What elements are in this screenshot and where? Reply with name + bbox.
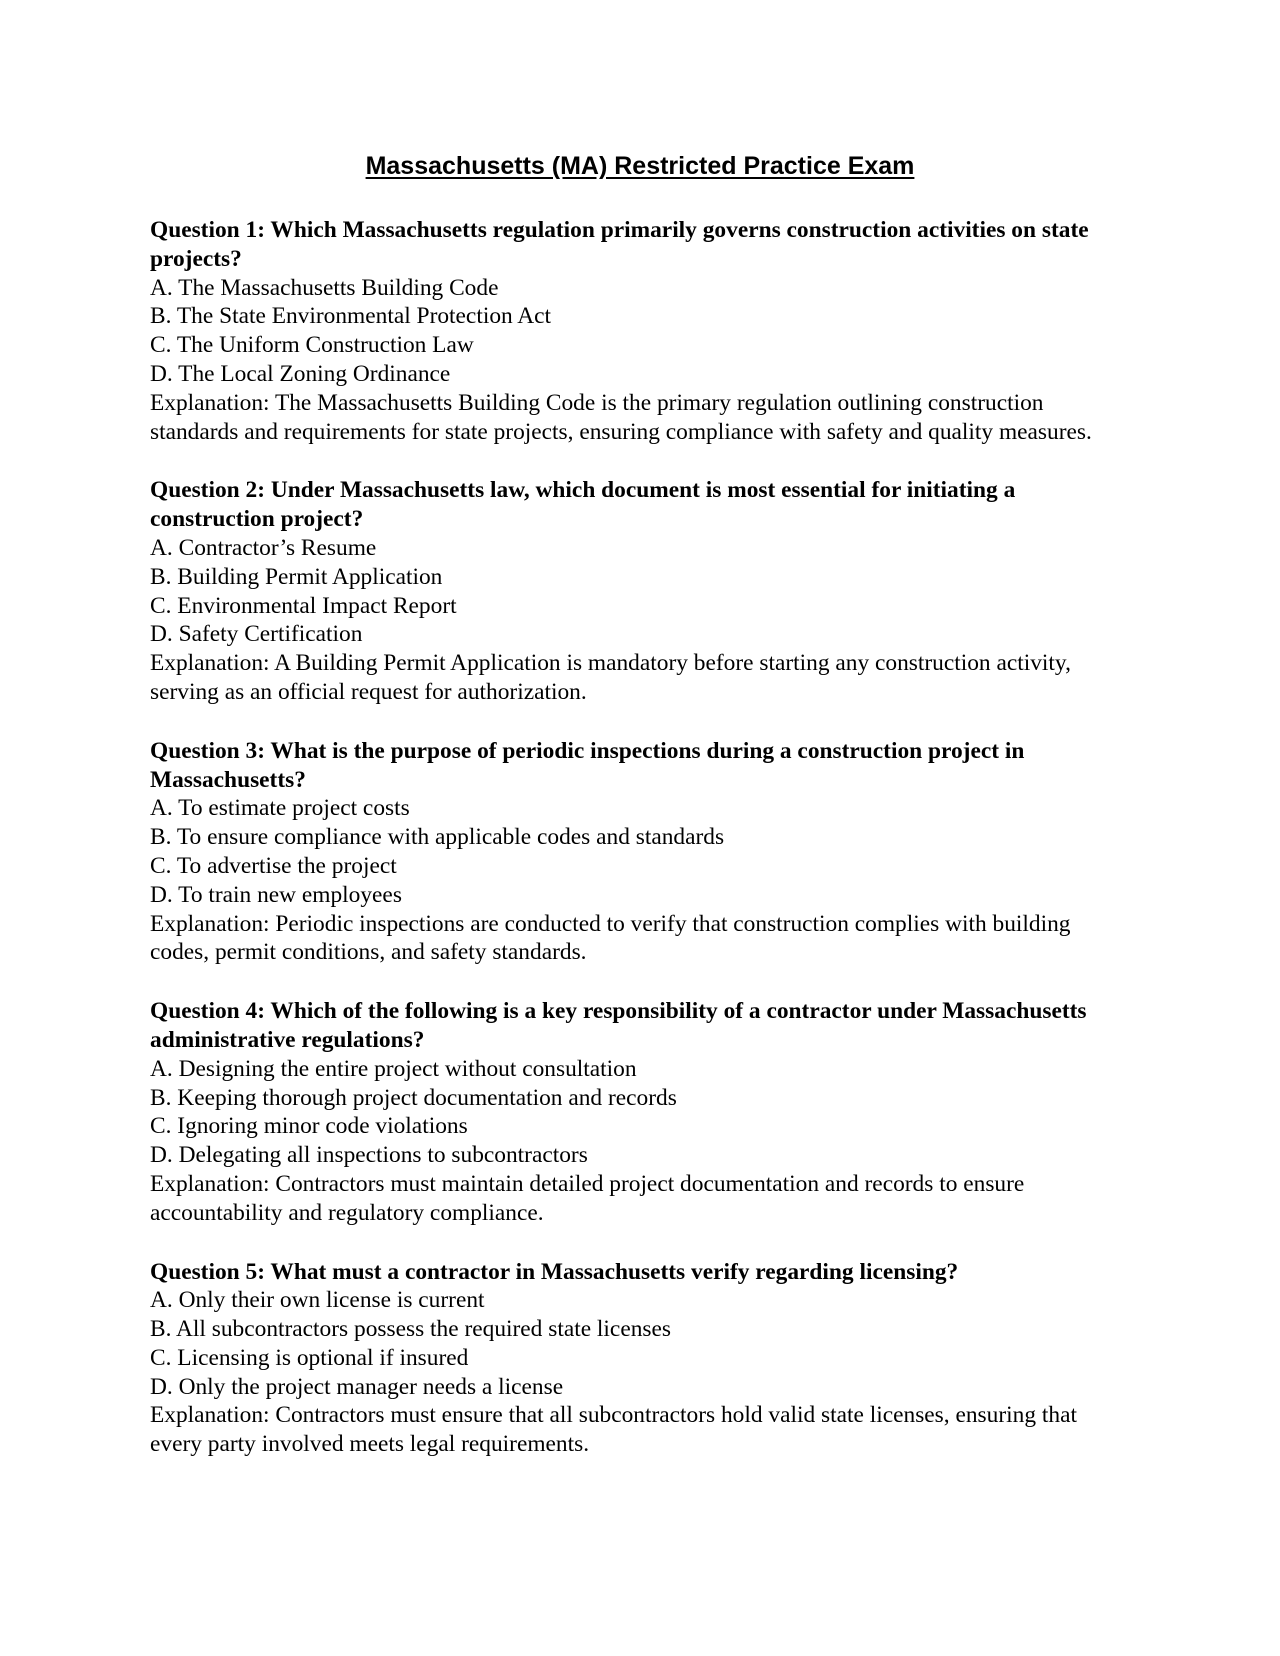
question-heading: Question 5: What must a contractor in Massachusetts verify regarding licensing? <box>150 1258 959 1285</box>
page-title-text: Massachusetts (MA) Restricted Practice Exam <box>365 152 915 180</box>
question-explanation: Explanation: A Building Permit Application is mandatory before starting any construction activity, serving as an official request for authorization. <box>150 650 1071 705</box>
answer-option: C. Environmental Impact Report <box>150 592 457 619</box>
answer-option: C. To advertise the project <box>150 852 397 879</box>
answer-option: C. Ignoring minor code violations <box>150 1113 468 1140</box>
answer-option: D. The Local Zoning Ordinance <box>150 360 451 387</box>
answer-option: D. Safety Certification <box>150 621 363 648</box>
answer-option: B. Building Permit Application <box>150 563 443 590</box>
answer-option: A. Only their own license is current <box>150 1287 485 1314</box>
answer-option: C. The Uniform Construction Law <box>150 332 474 359</box>
answer-option: B. Keeping thorough project documentation and records <box>150 1084 677 1111</box>
question-list <box>150 216 1125 1489</box>
answer-option: A. Contractor’s Resume <box>150 534 377 561</box>
question-heading: Question 1: Which Massachusetts regulation primarily governs construction activities on state projects? <box>150 217 1089 272</box>
answer-option: B. To ensure compliance with applicable codes and standards <box>150 824 725 851</box>
answer-option: A. The Massachusetts Building Code <box>150 274 499 301</box>
question-2 <box>150 476 1125 706</box>
answer-option: D. Delegating all inspections to subcontractors <box>150 1142 588 1169</box>
answer-option: B. All subcontractors possess the required state licenses <box>150 1316 671 1343</box>
question-explanation: Explanation: Periodic inspections are conducted to verify that construction complies with building codes, permit conditions, and safety standards. <box>150 910 1071 966</box>
question-explanation: Explanation: Contractors must maintain detailed project documentation and records to ensure accountability and regulatory compliance. <box>150 1170 1025 1226</box>
answer-option: C. Licensing is optional if insured <box>150 1344 469 1371</box>
question-heading: Question 3: What is the purpose of periodic inspections during a construction project in Massachusetts? <box>150 737 1025 793</box>
question-explanation: Explanation: Contractors must ensure that all subcontractors hold valid state licenses, ensuring that every party involved meets legal requirements. <box>150 1402 1077 1458</box>
question-4 <box>150 997 1125 1227</box>
question-heading: Question 4: Which of the following is a key responsibility of a contractor under Massachusetts administrative regulations? <box>150 998 1087 1053</box>
question-heading: Question 2: Under Massachusetts law, which document is most essential for initiating a construction project? <box>150 477 1016 533</box>
question-5 <box>150 1258 1125 1460</box>
answer-option: B. The State Environmental Protection Act <box>150 303 552 330</box>
answer-option: A. Designing the entire project without consultation <box>150 1055 637 1082</box>
answer-option: D. Only the project manager needs a license <box>150 1373 564 1400</box>
answer-option: D. To train new employees <box>150 881 402 908</box>
page-title <box>0 150 1280 182</box>
question-1 <box>150 216 1125 446</box>
question-3 <box>150 737 1125 967</box>
question-explanation: Explanation: The Massachusetts Building Code is the primary regulation outlining construction standards and requirements for state projects, ensuring compliance with safety and quality measures. <box>150 389 1092 445</box>
answer-option: A. To estimate project costs <box>150 795 410 822</box>
